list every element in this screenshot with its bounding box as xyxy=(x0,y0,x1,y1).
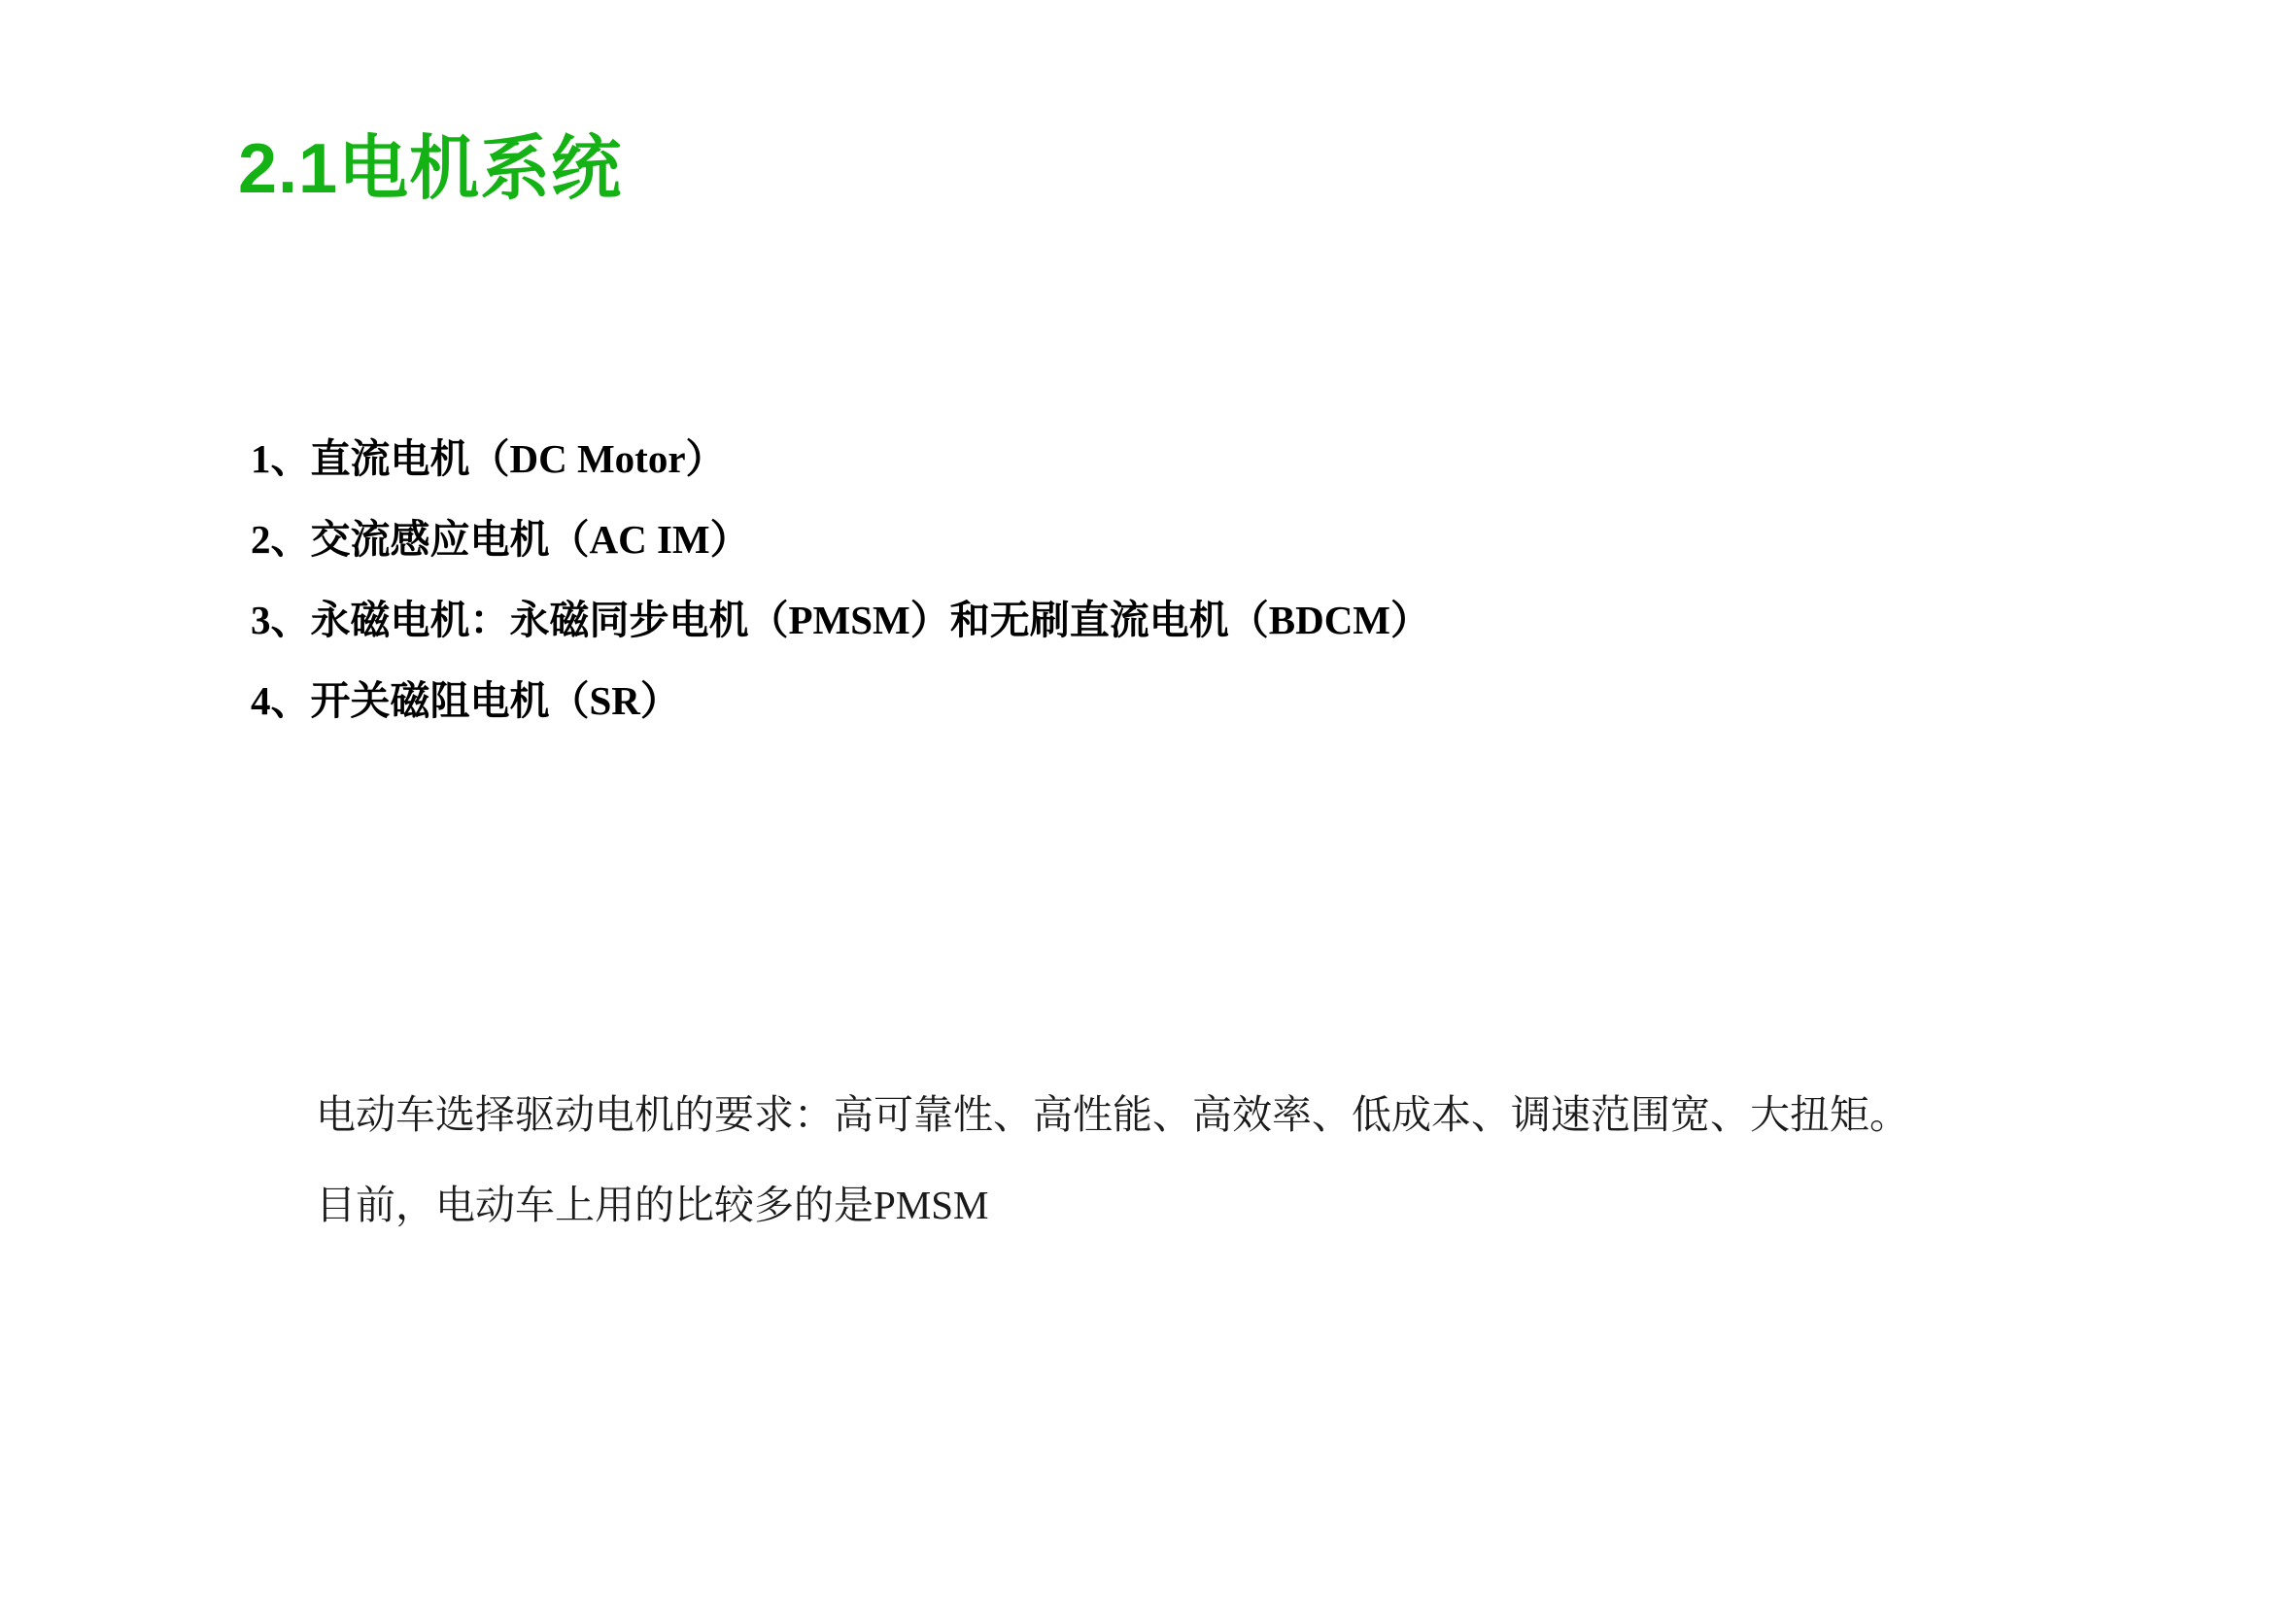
list-item: 4、开关磁阻电机（SR） xyxy=(251,678,680,723)
paragraph-requirements: 电动车选择驱动电机的要求：高可靠性、高性能、高效率、低成本、调速范围宽、大扭矩。 xyxy=(316,1092,1909,1137)
body-text-block xyxy=(316,1088,1948,1233)
motor-type-list xyxy=(251,436,2097,762)
paragraph-current-usage: 目前，电动车上用的比较多的是PMSM xyxy=(316,1183,989,1228)
list-item: 2、交流感应电机（AC IM） xyxy=(251,517,750,562)
list-item: 1、直流电机（DC Motor） xyxy=(251,436,726,481)
list-item: 3、永磁电机：永磁同步电机（PMSM）和无刷直流电机（BDCM） xyxy=(251,598,1431,642)
page-title: 2.1电机系统 xyxy=(238,130,623,208)
